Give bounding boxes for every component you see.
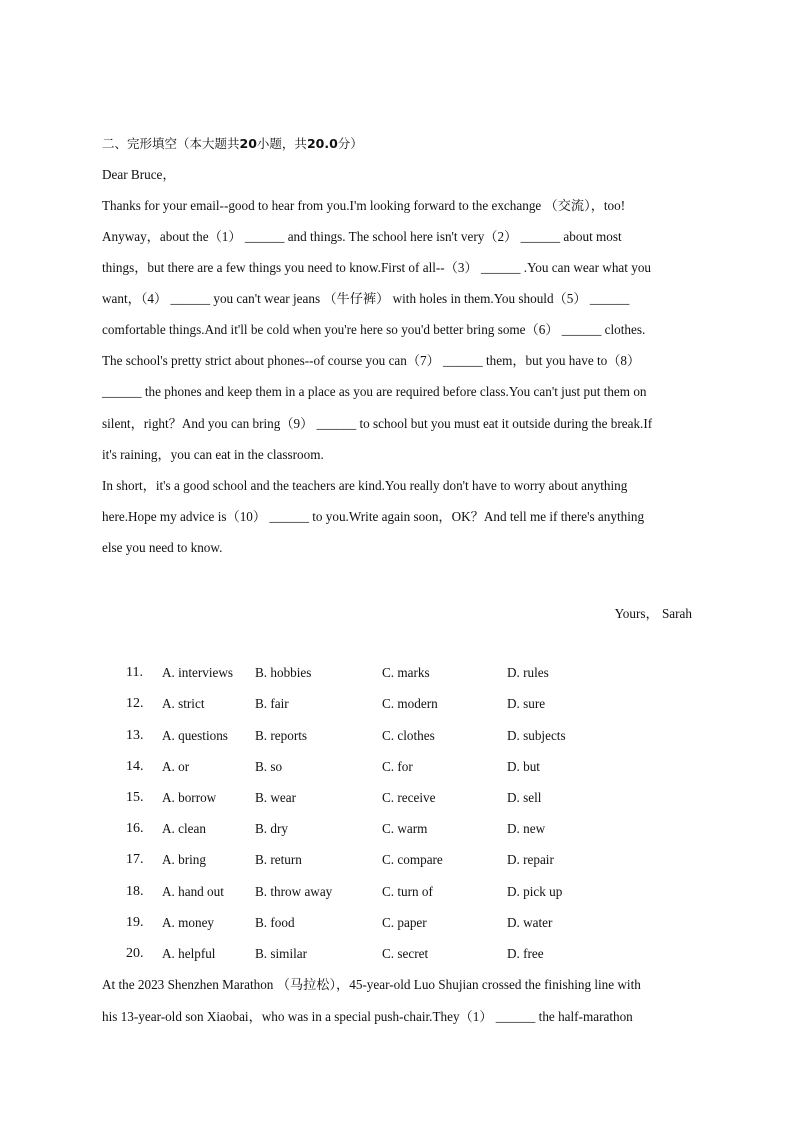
passage-line: else you need to know. bbox=[102, 540, 223, 555]
option-b: B. fair bbox=[255, 696, 289, 711]
option-c: C. for bbox=[382, 759, 413, 774]
option-c: C. warm bbox=[382, 821, 428, 836]
signature: Yours， Sarah bbox=[614, 606, 692, 621]
option-c: C. paper bbox=[382, 915, 427, 930]
question-number: 15. bbox=[126, 790, 144, 805]
option-d: D. rules bbox=[507, 665, 549, 680]
option-b: B. throw away bbox=[255, 884, 333, 899]
option-d: D. sell bbox=[507, 790, 542, 805]
option-a: A. bring bbox=[162, 852, 206, 867]
passage-line: comfortable things.And it'll be cold when you're here so you'd better bring some（6） ______ clothes. bbox=[102, 322, 646, 337]
option-b: B. hobbies bbox=[255, 665, 312, 680]
option-row bbox=[0, 790, 794, 808]
passage-line: things，but there are a few things you need to know.First of all--（3） ______ .You can wear what you bbox=[102, 260, 652, 275]
question-number: 14. bbox=[126, 759, 144, 774]
option-row bbox=[0, 852, 794, 870]
question-number: 12. bbox=[126, 696, 144, 711]
question-number: 17. bbox=[126, 852, 144, 867]
option-a: A. money bbox=[162, 915, 215, 930]
option-c: C. receive bbox=[382, 790, 436, 805]
passage-line: Thanks for your email--good to hear from you.I'm looking forward to the exchange （交流），too! bbox=[102, 198, 626, 213]
question-number: 13. bbox=[126, 728, 144, 743]
option-row bbox=[0, 884, 794, 902]
option-a: A. borrow bbox=[162, 790, 217, 805]
passage-line: his 13-year-old son Xiaobai，who was in a special push-chair.They（1） ______ the half-marathon bbox=[102, 1009, 633, 1024]
passage-line: Anyway，about the（1） ______ and things. The school here isn't very（2） ______ about most bbox=[102, 229, 622, 244]
option-d: D. new bbox=[507, 821, 546, 836]
option-d: D. free bbox=[507, 946, 544, 961]
option-b: B. wear bbox=[255, 790, 297, 805]
option-row bbox=[0, 946, 794, 964]
option-a: A. questions bbox=[162, 728, 228, 743]
option-a: A. helpful bbox=[162, 946, 216, 961]
option-a: A. or bbox=[162, 759, 190, 774]
option-row bbox=[0, 759, 794, 777]
option-row bbox=[0, 821, 794, 839]
question-number: 16. bbox=[126, 821, 144, 836]
option-b: B. dry bbox=[255, 821, 288, 836]
option-c: C. turn of bbox=[382, 884, 433, 899]
option-d: D. sure bbox=[507, 696, 546, 711]
passage-line: want，（4） ______ you can't wear jeans （牛仔裤） with holes in them.You should（5） ______ bbox=[102, 291, 630, 306]
passage-line: ______ the phones and keep them in a place as you are required before class.You can't just put them on bbox=[102, 384, 647, 399]
option-c: C. secret bbox=[382, 946, 429, 961]
option-row bbox=[0, 696, 794, 714]
option-d: D. but bbox=[507, 759, 540, 774]
passage-line: here.Hope my advice is（10） ______ to you.Write again soon，OK？And tell me if there's anything bbox=[102, 509, 645, 524]
section-title: 二、完形填空（本大题共20小题，共20.0分） bbox=[102, 136, 363, 151]
option-row bbox=[0, 915, 794, 933]
passage-line: it's raining，you can eat in the classroom. bbox=[102, 447, 324, 462]
question-number: 11. bbox=[126, 665, 143, 680]
option-c: C. compare bbox=[382, 852, 443, 867]
passage-line: In short，it's a good school and the teachers are kind.You really don't have to worry about anything bbox=[102, 478, 628, 493]
question-number: 20. bbox=[126, 946, 144, 961]
option-a: A. strict bbox=[162, 696, 205, 711]
option-c: C. clothes bbox=[382, 728, 435, 743]
passage-line: At the 2023 Shenzhen Marathon （马拉松），45-year-old Luo Shujian crossed the finishing line with bbox=[102, 977, 641, 992]
passage-line: Dear Bruce， bbox=[102, 167, 176, 182]
option-c: C. marks bbox=[382, 665, 430, 680]
option-d: D. repair bbox=[507, 852, 554, 867]
option-c: C. modern bbox=[382, 696, 438, 711]
passage-line: silent，right？And you can bring（9） ______ to school but you must eat it outside during the break.If bbox=[102, 416, 653, 431]
option-a: A. clean bbox=[162, 821, 206, 836]
option-b: B. return bbox=[255, 852, 302, 867]
option-row bbox=[0, 728, 794, 746]
option-b: B. reports bbox=[255, 728, 308, 743]
option-b: B. food bbox=[255, 915, 295, 930]
option-d: D. water bbox=[507, 915, 553, 930]
option-b: B. so bbox=[255, 759, 283, 774]
option-d: D. subjects bbox=[507, 728, 566, 743]
passage-line: The school's pretty strict about phones--of course you can（7） ______ them，but you have to（8） bbox=[102, 353, 641, 368]
option-a: A. interviews bbox=[162, 665, 234, 680]
option-b: B. similar bbox=[255, 946, 308, 961]
question-number: 19. bbox=[126, 915, 144, 930]
option-a: A. hand out bbox=[162, 884, 224, 899]
option-row bbox=[0, 665, 794, 683]
question-number: 18. bbox=[126, 884, 144, 899]
option-d: D. pick up bbox=[507, 884, 563, 899]
